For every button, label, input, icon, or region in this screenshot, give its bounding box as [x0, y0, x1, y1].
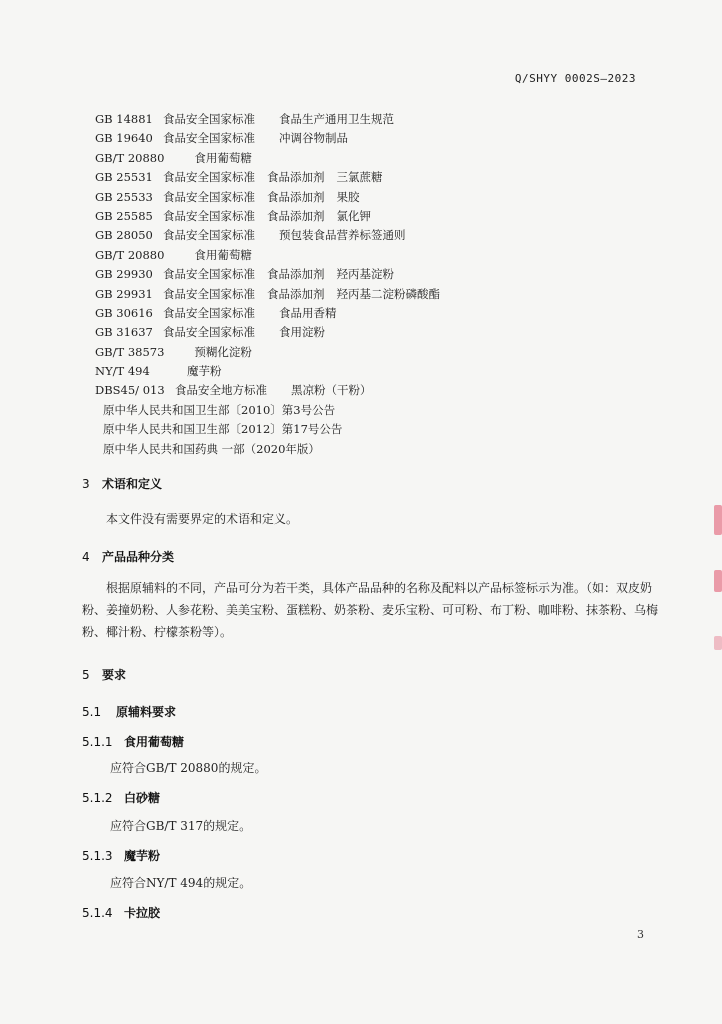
reference-item: GB 25533 食品安全国家标准 食品添加剂 果胶	[95, 189, 360, 204]
reference-item: GB 30616 食品安全国家标准 食品用香精	[95, 305, 337, 320]
reference-item: GB 29931 食品安全国家标准 食品添加剂 羟丙基二淀粉磷酸酯	[95, 286, 440, 301]
seal-mark	[714, 636, 722, 650]
reference-item: GB 31637 食品安全国家标准 食用淀粉	[95, 325, 325, 340]
reference-item: GB 25531 食品安全国家标准 食品添加剂 三氯蔗糖	[95, 170, 383, 185]
page-number: 3	[637, 928, 644, 941]
section-heading-3: 3 术语和定义	[82, 477, 163, 491]
section-heading-5-1-2: 5.1.2 白砂糖	[82, 791, 161, 805]
reference-item: DBS45/ 013 食品安全地方标准 黑凉粉（干粉）	[95, 383, 372, 398]
section-3-body: 本文件没有需要界定的术语和定义。	[106, 512, 299, 526]
reference-item: NY/T 494 魔芋粉	[95, 364, 222, 379]
reference-item: GB 19640 食品安全国家标准 冲调谷物制品	[95, 131, 348, 146]
section-5-1-2-body: 应符合GB/T 317的规定。	[110, 819, 252, 833]
reference-item: GB/T 20880 食用葡萄糖	[95, 247, 252, 262]
reference-item: 原中华人民共和国药典 一部（2020年版）	[103, 441, 320, 456]
section-heading-5-1-4: 5.1.4 卡拉胶	[82, 906, 161, 920]
document-code: Q/SHYY 0002S—2023	[514, 72, 636, 85]
reference-item: GB/T 38573 预糊化淀粉	[95, 344, 252, 359]
section-heading-5-1: 5.1 原辅料要求	[82, 705, 177, 719]
seal-mark	[714, 570, 722, 592]
section-heading-4: 4 产品品种分类	[82, 550, 175, 564]
reference-item: GB 14881 食品安全国家标准 食品生产通用卫生规范	[95, 112, 394, 126]
section-heading-5: 5 要求	[82, 668, 127, 682]
section-heading-5-1-3: 5.1.3 魔芋粉	[82, 849, 161, 863]
section-5-1-1-body: 应符合GB/T 20880的规定。	[110, 761, 267, 775]
reference-item: GB 25585 食品安全国家标准 食品添加剂 氯化钾	[95, 208, 371, 223]
section-5-1-3-body: 应符合NY/T 494的规定。	[110, 876, 252, 890]
section-4-body: 根据原辅料的不同，产品可分为若干类，具体产品品种的名称及配料以产品标签标示为准。（如：双皮奶粉、姜撞奶粉、人参花粉、美美宝粉、蛋糕粉、奶茶粉、麦乐宝粉、可可粉、布丁粉、咖啡粉、抹茶粉、乌梅粉、椰汁粉、柠檬茶粉等）。	[82, 581, 659, 639]
reference-item: GB/T 20880 食用葡萄糖	[95, 150, 252, 165]
reference-item: 原中华人民共和国卫生部〔2012〕第17号公告	[103, 422, 343, 437]
section-heading-5-1-1: 5.1.1 食用葡萄糖	[82, 735, 185, 749]
reference-item: 原中华人民共和国卫生部〔2010〕第3号公告	[103, 402, 336, 417]
reference-item: GB 29930 食品安全国家标准 食品添加剂 羟丙基淀粉	[95, 267, 394, 282]
normative-references-list	[95, 110, 655, 459]
seal-mark	[714, 505, 722, 535]
reference-item: GB 28050 食品安全国家标准 预包装食品营养标签通则	[95, 228, 406, 243]
